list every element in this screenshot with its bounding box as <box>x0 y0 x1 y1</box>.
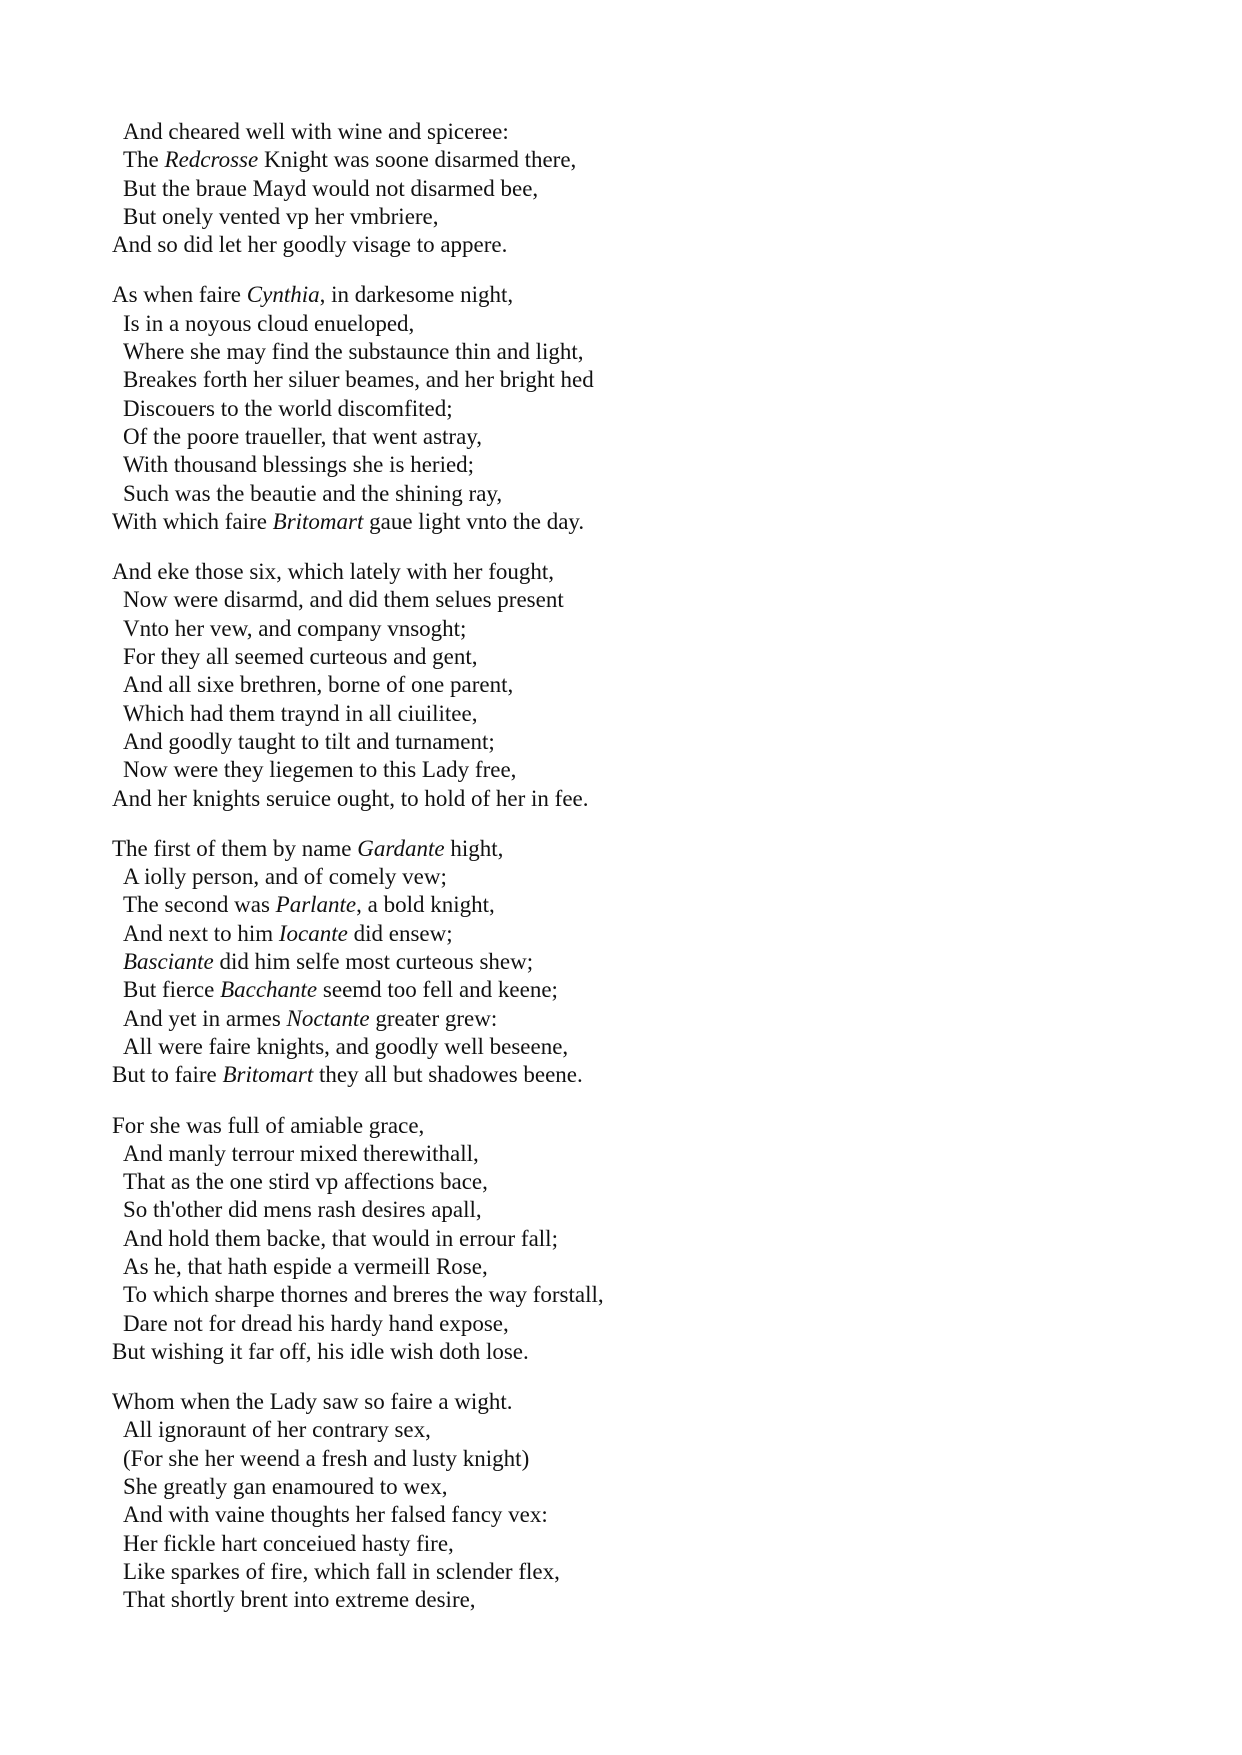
italic-name: Britomart <box>272 508 364 534</box>
verse-text: As he, that hath espide a vermeill Rose, <box>123 1253 488 1279</box>
verse-line <box>112 1473 604 1501</box>
verse-line <box>112 700 604 728</box>
verse-line <box>112 785 604 813</box>
verse-text: , in darkesome night, <box>319 282 514 308</box>
verse-text: But fierce <box>123 977 221 1003</box>
verse-text: Now were they liegemen to this Lady free, <box>123 757 517 783</box>
verse-text: And eke those six, which lately with her fought, <box>112 559 555 585</box>
verse-text: Like sparkes of fire, which fall in sclender flex, <box>123 1558 560 1584</box>
verse-text: And with vaine thoughts her falsed fancy vex: <box>123 1502 548 1528</box>
verse-line <box>112 891 604 919</box>
verse-line <box>112 1558 604 1586</box>
verse-text: Breakes forth her siluer beames, and her bright hed <box>123 367 594 393</box>
verse-line <box>112 1310 604 1338</box>
verse-text: Vnto her vew, and company vnsoght; <box>123 615 467 641</box>
verse-text: And all sixe brethren, borne of one parent, <box>123 672 514 698</box>
verse-text: hight, <box>444 835 504 861</box>
verse-text: And manly terrour mixed therewithall, <box>123 1140 479 1166</box>
verse-line <box>112 508 604 536</box>
verse-text: seemd too fell and keene; <box>317 977 558 1003</box>
italic-name: Iocante <box>278 920 348 946</box>
verse-line <box>112 231 604 259</box>
verse-text: The first of them by name <box>112 835 358 861</box>
verse-line <box>112 1338 604 1366</box>
verse-text: And next to him <box>123 920 279 946</box>
verse-line <box>112 451 604 479</box>
verse-text: Of the poore traueller, that went astray, <box>123 423 483 449</box>
verse-text: And goodly taught to tilt and turnament; <box>123 728 495 754</box>
italic-name: Gardante <box>357 835 445 861</box>
stanza <box>112 558 604 813</box>
italic-name: Redcrosse <box>164 147 259 173</box>
verse-text: they all but shadowes beene. <box>313 1062 583 1088</box>
verse-text: did ensew; <box>347 920 453 946</box>
verse-line <box>112 395 604 423</box>
verse-line <box>112 281 604 309</box>
verse-text: Discouers to the world discomfited; <box>123 395 453 421</box>
verse-text: With which faire <box>112 508 273 534</box>
italic-name: Basciante <box>123 949 214 975</box>
poem-text <box>112 118 604 1637</box>
verse-text: With thousand blessings she is heried; <box>123 452 475 478</box>
verse-line <box>112 948 604 976</box>
verse-line <box>112 643 604 671</box>
verse-line <box>112 118 604 146</box>
verse-text: As when faire <box>112 282 247 308</box>
verse-text: greater grew: <box>369 1005 498 1031</box>
verse-text: Knight was soone disarmed there, <box>258 147 577 173</box>
verse-line <box>112 1281 604 1309</box>
stanza <box>112 835 604 1090</box>
verse-text: To which sharpe thornes and breres the way forstall, <box>123 1282 604 1308</box>
verse-text: did him selfe most curteous shew; <box>213 949 534 975</box>
verse-line <box>112 1253 604 1281</box>
verse-line <box>112 1530 604 1558</box>
verse-text: And so did let her goodly visage to appere. <box>112 232 508 258</box>
verse-text: All ignoraunt of her contrary sex, <box>123 1417 431 1443</box>
verse-line <box>112 146 604 174</box>
verse-line <box>112 586 604 614</box>
verse-line <box>112 366 604 394</box>
verse-line <box>112 756 604 784</box>
verse-line <box>112 175 604 203</box>
verse-text: All were faire knights, and goodly well beseene, <box>123 1033 569 1059</box>
verse-text: But wishing it far off, his idle wish doth lose. <box>112 1338 529 1364</box>
verse-line <box>112 615 604 643</box>
verse-text: Her fickle hart conceiued hasty fire, <box>123 1530 454 1556</box>
verse-line <box>112 1033 604 1061</box>
verse-line <box>112 1586 604 1614</box>
stanza <box>112 118 604 259</box>
verse-line <box>112 835 604 863</box>
verse-line <box>112 1416 604 1444</box>
verse-line <box>112 671 604 699</box>
verse-text: The <box>123 147 165 173</box>
verse-text: So th'other did mens rash desires apall, <box>123 1197 482 1223</box>
verse-line <box>112 423 604 451</box>
verse-line <box>112 1388 604 1416</box>
verse-line <box>112 1225 604 1253</box>
verse-text: Such was the beautie and the shining ray, <box>123 480 503 506</box>
verse-line <box>112 1005 604 1033</box>
verse-line <box>112 310 604 338</box>
verse-text: gaue light vnto the day. <box>363 508 585 534</box>
verse-text: And yet in armes <box>123 1005 287 1031</box>
verse-text: Which had them traynd in all ciuilitee, <box>123 700 478 726</box>
verse-line <box>112 338 604 366</box>
italic-name: Britomart <box>222 1062 314 1088</box>
verse-text: The second was <box>123 892 276 918</box>
italic-name: Bacchante <box>220 977 318 1003</box>
verse-line <box>112 1140 604 1168</box>
verse-text: (For she her weend a fresh and lusty knight) <box>123 1445 530 1471</box>
italic-name: Parlante <box>275 892 357 918</box>
verse-text: But the braue Mayd would not disarmed bee, <box>123 175 539 201</box>
verse-text: That shortly brent into extreme desire, <box>123 1587 476 1613</box>
verse-text: Where she may find the substaunce thin and light, <box>123 339 584 365</box>
verse-text: She greatly gan enamoured to wex, <box>123 1474 448 1500</box>
verse-text: Dare not for dread his hardy hand expose, <box>123 1310 509 1336</box>
verse-line <box>112 920 604 948</box>
verse-text: And hold them backe, that would in errour fall; <box>123 1225 558 1251</box>
verse-text: Now were disarmd, and did them selues present <box>123 587 564 613</box>
verse-line <box>112 1501 604 1529</box>
verse-line <box>112 863 604 891</box>
verse-text: For they all seemed curteous and gent, <box>123 644 478 670</box>
verse-text: And cheared well with wine and spiceree: <box>123 119 509 144</box>
verse-text: And her knights seruice ought, to hold of her in fee. <box>112 785 589 811</box>
italic-name: Noctante <box>286 1005 370 1031</box>
verse-text: For she was full of amiable grace, <box>112 1112 425 1138</box>
stanza <box>112 1388 604 1614</box>
verse-line <box>112 728 604 756</box>
verse-line <box>112 1168 604 1196</box>
verse-text: A iolly person, and of comely vew; <box>123 864 447 890</box>
verse-text: That as the one stird vp affections bace, <box>123 1169 488 1195</box>
stanza <box>112 281 604 536</box>
italic-name: Cynthia <box>246 282 320 308</box>
verse-text: But to faire <box>112 1062 223 1088</box>
verse-line <box>112 1445 604 1473</box>
verse-line <box>112 480 604 508</box>
verse-line <box>112 1196 604 1224</box>
verse-text: , a bold knight, <box>356 892 495 918</box>
verse-line <box>112 558 604 586</box>
stanza <box>112 1112 604 1367</box>
verse-line <box>112 1061 604 1089</box>
verse-line <box>112 203 604 231</box>
verse-line <box>112 976 604 1004</box>
verse-line <box>112 1112 604 1140</box>
verse-text: Is in a noyous cloud enueloped, <box>123 310 415 336</box>
verse-text: But onely vented vp her vmbriere, <box>123 203 439 229</box>
verse-text: Whom when the Lady saw so faire a wight. <box>112 1389 513 1415</box>
